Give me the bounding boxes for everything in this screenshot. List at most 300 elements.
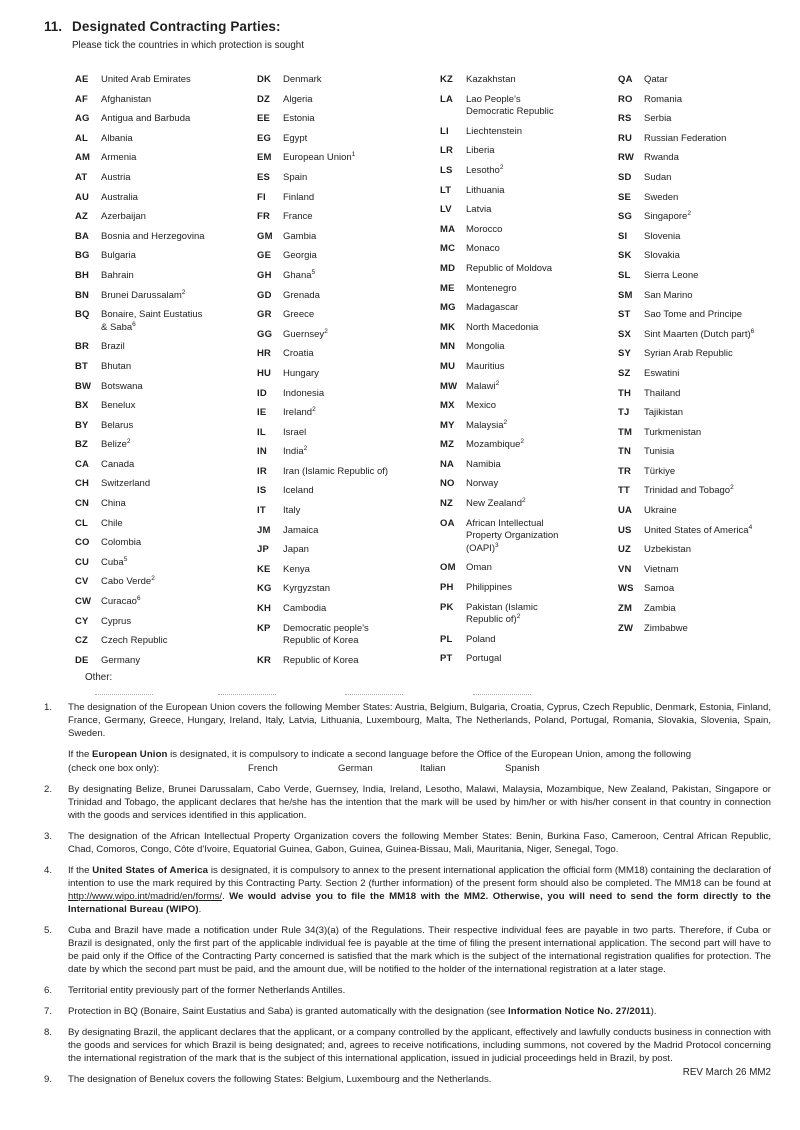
country-column-1 [75, 74, 247, 674]
country-name: Cabo Verde$^2$ [101, 575, 155, 588]
footnote-number: 3. [44, 831, 53, 842]
country-entry-BY[interactable] [75, 420, 247, 433]
footnote-reference: 2 [303, 445, 308, 453]
country-entry-AZ[interactable] [75, 211, 247, 224]
country-entry-GM[interactable] [257, 231, 431, 244]
country-entry-WS[interactable] [618, 583, 790, 596]
footnote-reference: 5 [123, 555, 128, 563]
country-entry-KR[interactable] [257, 655, 431, 668]
country-entry-GR[interactable] [257, 309, 431, 322]
country-name: Grenada [283, 289, 320, 301]
country-entry-MA[interactable] [440, 224, 606, 237]
country-name: Turkmenistan [644, 426, 702, 438]
country-entry-DE[interactable] [75, 655, 247, 668]
country-code: PL [440, 633, 453, 645]
country-code: ZW [618, 622, 634, 634]
country-code: MK [440, 321, 456, 333]
country-entry-OA[interactable] [440, 518, 606, 556]
country-name: Poland [466, 633, 496, 645]
country-code: BZ [75, 439, 89, 451]
country-entry-CL[interactable] [75, 518, 247, 531]
country-name: Malawi$^2$ [466, 379, 500, 392]
country-entry-TM[interactable] [618, 427, 790, 440]
page-subtitle: Please tick the countries in which protection is sought [72, 40, 304, 51]
country-code: NA [440, 458, 455, 470]
country-code: RW [618, 152, 635, 164]
country-name: Russian Federation [644, 132, 727, 144]
other-write-in-row [0, 686, 800, 698]
country-name: Chile [101, 517, 123, 529]
country-entry-KG[interactable] [257, 583, 431, 596]
country-entry-SL[interactable] [618, 270, 790, 283]
country-code: AG [75, 113, 90, 125]
country-entry-AU[interactable] [75, 192, 247, 205]
country-code: MW [440, 380, 458, 392]
country-name: San Marino [644, 289, 693, 301]
country-code: LA [440, 93, 454, 105]
country-name: Israel [283, 426, 307, 438]
country-code: LT [440, 184, 452, 196]
footnote-text: By designating Brazil, the applicant declares that the applicant, or a company controlled by the applicant, effectively and lawfully conducts business in connection with the goods and services for which Brazil is being designated; and, agrees to receive notifications, including summons, not covered by the Madrid Protocol concerning the international registration of the mark that is the subject of this international application, issued in judicial proceedings held in Brazil, by post. [68, 1027, 771, 1064]
country-entry-AG[interactable] [75, 113, 247, 126]
country-entry-KZ[interactable] [440, 74, 606, 87]
footnote-number: 5. [44, 925, 53, 936]
country-entry-IS[interactable] [257, 485, 431, 498]
country-entry-KE[interactable] [257, 564, 431, 577]
footnote-reference: 2 [503, 418, 508, 426]
country-entry-RU[interactable] [618, 133, 790, 146]
country-code: SY [618, 348, 632, 360]
country-code: BT [75, 360, 89, 372]
country-name: Armenia [101, 152, 137, 164]
country-entry-TR[interactable] [618, 466, 790, 479]
country-entry-CZ[interactable] [75, 635, 247, 648]
country-name: Albania [101, 132, 133, 144]
country-code: EE [257, 113, 271, 125]
country-code: ES [257, 171, 271, 183]
country-entry-IT[interactable] [257, 505, 431, 518]
country-entry-SG[interactable] [618, 211, 790, 224]
country-entry-SM[interactable] [618, 290, 790, 303]
country-name: Monaco [466, 243, 500, 255]
country-code: GE [257, 250, 272, 262]
country-entry-ID[interactable] [257, 388, 431, 401]
country-entry-AE[interactable] [75, 74, 247, 87]
country-entry-TH[interactable] [618, 388, 790, 401]
country-entry-CO[interactable] [75, 537, 247, 550]
country-name: Botswana [101, 380, 143, 392]
country-code: KE [257, 563, 271, 575]
language-option-french[interactable]: French [248, 763, 278, 774]
section-number: 11. [44, 19, 63, 34]
country-entry-BT[interactable] [75, 361, 247, 374]
country-name: Cambodia [283, 603, 327, 615]
country-name: Sweden [644, 191, 679, 203]
country-code: OA [440, 517, 455, 529]
country-code: AF [75, 93, 89, 105]
country-name: Afghanistan [101, 93, 152, 105]
country-entry-BG[interactable] [75, 250, 247, 263]
footnote-reference: 2 [312, 406, 316, 414]
country-code: SM [618, 289, 633, 301]
country-code: ZM [618, 603, 633, 615]
country-entry-FR[interactable] [257, 211, 431, 224]
country-code: PH [440, 582, 454, 594]
country-name: Republic of Moldova [466, 262, 553, 274]
country-name: Oman [466, 562, 492, 574]
footnote-text: Protection in BQ (Bonaire, Saint Eustatius and Saba) is granted automatically with the designation (see Information Notice No. 27/2011). [68, 1006, 657, 1017]
country-entry-LR[interactable] [440, 145, 606, 158]
footnote-reference: 2 [687, 210, 691, 218]
country-code: BQ [75, 309, 90, 321]
country-entry-SE[interactable] [618, 192, 790, 205]
country-entry-AT[interactable] [75, 172, 247, 185]
country-code: GH [257, 269, 272, 281]
footnote-reference: 2 [324, 327, 328, 335]
country-entry-BN[interactable] [75, 290, 247, 303]
country-code: DK [257, 74, 272, 85]
country-entry-SZ[interactable] [618, 368, 790, 381]
country-name: Belarus [101, 419, 134, 431]
footnote-text: Territorial entity previously part of the former Netherlands Antilles. [68, 985, 346, 996]
country-entry-TT[interactable] [618, 485, 790, 498]
country-entry-TN[interactable] [618, 446, 790, 459]
country-code: MG [440, 302, 456, 314]
country-entry-US[interactable] [618, 525, 790, 538]
country-code: MZ [440, 439, 455, 451]
country-entry-RW[interactable] [618, 152, 790, 165]
country-entry-AL[interactable] [75, 133, 247, 146]
other-write-in-line[interactable] [473, 694, 531, 695]
country-entry-LA[interactable] [440, 94, 606, 119]
footnote-reference: 3 [495, 541, 499, 549]
country-entry-PH[interactable] [440, 582, 606, 595]
country-code: CY [75, 615, 89, 627]
country-code: BY [75, 419, 89, 431]
country-entry-MX[interactable] [440, 400, 606, 413]
country-name: Ghana$^5$ [283, 268, 316, 281]
country-code: KP [257, 622, 271, 634]
country-name: Switzerland [101, 478, 151, 490]
country-name: Syrian Arab Republic [644, 348, 733, 360]
country-entry-DK[interactable] [257, 74, 431, 87]
other-write-in-line[interactable] [95, 694, 153, 695]
country-code: WS [618, 583, 634, 595]
footnote-text: By designating Belize, Brunei Darussalam, Cabo Verde, Guernsey, India, Ireland, Lesotho, Malawi, Malaysia, Mozambique, New Zealand, Pakistan, Singapore or Trinidad and Tobago, the applicant declares that he/she has the intention that the mark will be used by him/her or with his/her consent in that country in connection with the goods and services identified in this application. [68, 784, 771, 821]
country-name: Eswatini [644, 367, 680, 379]
footnote-7 [44, 1005, 771, 1018]
country-code: TJ [618, 407, 630, 419]
country-name: Brazil [101, 341, 125, 353]
country-name: Belize$^2$ [101, 438, 131, 451]
country-entry-QA[interactable] [618, 74, 790, 87]
country-entry-LV[interactable] [440, 204, 606, 217]
country-name: Serbia [644, 113, 672, 125]
language-option-german[interactable]: German [338, 763, 373, 774]
footnote-text: The designation of the European Union covers the following Member States: Austria, Belgium, Bulgaria, Croatia, Cyprus, Czech Republic, Denmark, Estonia, Finland, France, Germany, Greece, Hungary, Ireland, Italy, Latvia, Lithuania, Luxembourg, Malta, The Netherlands, Poland, Portugal, Romania, Slovakia, Slovenia, Spain, Sweden. If the European Union is designated, it is compulsory to indicate a second language before the Office of the European Union, among the following (check one box only): French German Italian Spanish [68, 702, 771, 774]
country-entry-OM[interactable] [440, 562, 606, 575]
country-name: Ukraine [644, 505, 677, 517]
country-code: SX [618, 328, 632, 340]
country-entry-LI[interactable] [440, 126, 606, 139]
footnote-8 [44, 1026, 771, 1065]
country-name: Pakistan (Islamic Republic of)$^2$ [466, 601, 538, 626]
country-entry-AF[interactable] [75, 94, 247, 107]
country-code: PT [440, 653, 453, 665]
country-entry-IL[interactable] [257, 427, 431, 440]
country-code: CZ [75, 635, 89, 647]
country-entry-CU[interactable] [75, 557, 247, 570]
country-code: GR [257, 309, 272, 321]
country-entry-GE[interactable] [257, 250, 431, 263]
country-entry-CW[interactable] [75, 596, 247, 609]
footnote-reference: 6 [750, 327, 755, 335]
country-entry-BR[interactable] [75, 341, 247, 354]
country-code: PK [440, 601, 454, 613]
country-code: SL [618, 269, 631, 281]
country-entry-ME[interactable] [440, 283, 606, 296]
country-name: Sao Tome and Principe [644, 309, 743, 321]
country-entry-KH[interactable] [257, 603, 431, 616]
country-entry-ES[interactable] [257, 172, 431, 185]
country-name: Zambia [644, 603, 676, 615]
footnote-reference: 2 [126, 438, 131, 446]
country-entry-GD[interactable] [257, 290, 431, 303]
country-entry-BX[interactable] [75, 400, 247, 413]
country-entry-UZ[interactable] [618, 544, 790, 557]
page-title: Designated Contracting Parties: [72, 19, 281, 34]
country-entry-JM[interactable] [257, 525, 431, 538]
country-code: KR [257, 654, 272, 666]
other-write-in-line[interactable] [345, 694, 403, 695]
country-code: OM [440, 562, 456, 574]
country-code: FR [257, 211, 271, 223]
country-code: KH [257, 603, 272, 615]
country-code: LS [440, 164, 453, 176]
country-entry-SK[interactable] [618, 250, 790, 263]
country-entry-MN[interactable] [440, 341, 606, 354]
country-code: BX [75, 400, 89, 412]
country-entry-UA[interactable] [618, 505, 790, 518]
country-entry-RO[interactable] [618, 94, 790, 107]
country-entry-BW[interactable] [75, 381, 247, 394]
country-entry-NO[interactable] [440, 478, 606, 491]
country-entry-TJ[interactable] [618, 407, 790, 420]
country-name: Trinidad and Tobago$^2$ [644, 484, 734, 497]
country-name: Thailand [644, 387, 681, 399]
country-entry-MU[interactable] [440, 361, 606, 374]
country-code: IT [257, 505, 266, 517]
country-code: MN [440, 341, 456, 353]
country-entry-CH[interactable] [75, 478, 247, 491]
country-entry-SI[interactable] [618, 231, 790, 244]
country-code: MA [440, 223, 456, 235]
country-code: TR [618, 465, 632, 477]
country-entry-BA[interactable] [75, 231, 247, 244]
country-code: BG [75, 250, 90, 262]
country-entry-MG[interactable] [440, 302, 606, 315]
language-option-italian[interactable]: Italian [420, 763, 446, 774]
country-name: Italy [283, 505, 301, 517]
country-entry-PT[interactable] [440, 653, 606, 666]
country-entry-SD[interactable] [618, 172, 790, 185]
country-code: JM [257, 524, 271, 536]
country-code: EM [257, 152, 272, 164]
country-entry-LT[interactable] [440, 185, 606, 198]
country-name: Slovenia [644, 230, 681, 242]
country-entry-PL[interactable] [440, 634, 606, 647]
country-name: Qatar [644, 74, 668, 85]
country-name: Slovakia [644, 250, 680, 262]
check-one-box-label: (check one box only): [68, 763, 160, 774]
country-name: Zimbabwe [644, 622, 688, 634]
country-code: RU [618, 132, 633, 144]
country-entry-FI[interactable] [257, 192, 431, 205]
country-entry-GH[interactable] [257, 270, 431, 283]
country-entry-JP[interactable] [257, 544, 431, 557]
country-entry-SX[interactable] [618, 329, 790, 342]
country-entry-MD[interactable] [440, 263, 606, 276]
footnote-1 [44, 701, 771, 775]
country-entry-BZ[interactable] [75, 439, 247, 452]
country-entry-DZ[interactable] [257, 94, 431, 107]
country-code: DE [75, 654, 89, 666]
country-name: Vietnam [644, 563, 679, 575]
country-entry-PK[interactable] [440, 602, 606, 627]
country-entry-GG[interactable] [257, 329, 431, 342]
country-name: Colombia [101, 537, 142, 549]
country-name: Sierra Leone [644, 269, 699, 281]
country-entry-CY[interactable] [75, 616, 247, 629]
country-name: Georgia [283, 250, 317, 262]
language-option-spanish[interactable]: Spanish [505, 763, 540, 774]
country-name: Lao People's Democratic Republic [466, 93, 554, 118]
footnote-number: 2. [44, 784, 53, 795]
country-name: Austria [101, 171, 131, 183]
country-entry-HR[interactable] [257, 348, 431, 361]
country-entry-MZ[interactable] [440, 439, 606, 452]
footnote-number: 1. [44, 702, 53, 713]
country-entry-MY[interactable] [440, 420, 606, 433]
country-entry-ZM[interactable] [618, 603, 790, 616]
footnote-number: 6. [44, 985, 53, 996]
country-name: Iran (Islamic Republic of) [283, 465, 389, 477]
country-name: Antigua and Barbuda [101, 113, 191, 125]
country-name: Bonaire, Saint Eustatius & Saba$^6$ [101, 309, 203, 333]
country-entry-ZW[interactable] [618, 623, 790, 636]
footnote-reference: 2 [499, 163, 504, 171]
country-name: Benelux [101, 400, 136, 412]
country-entry-ST[interactable] [618, 309, 790, 322]
country-name: Samoa [644, 583, 675, 595]
country-name: Norway [466, 478, 499, 490]
country-code: SG [618, 211, 633, 223]
country-entry-AM[interactable] [75, 152, 247, 165]
wipo-forms-link[interactable]: http://www.wipo.int/madrid/en/forms/ [68, 891, 223, 902]
country-entry-EG[interactable] [257, 133, 431, 146]
country-name: Montenegro [466, 282, 517, 294]
country-code: HR [257, 348, 272, 360]
country-name: Bhutan [101, 360, 132, 372]
country-entry-SY[interactable] [618, 348, 790, 361]
country-code: BH [75, 269, 90, 281]
country-entry-KP[interactable] [257, 623, 431, 648]
country-name: Denmark [283, 74, 322, 85]
country-name: Mongolia [466, 341, 505, 353]
country-entry-IN[interactable] [257, 446, 431, 459]
country-name: Croatia [283, 348, 314, 360]
country-name: Bulgaria [101, 250, 136, 262]
country-entry-BH[interactable] [75, 270, 247, 283]
country-name: India$^2$ [283, 445, 308, 458]
footnote-reference: 6 [132, 320, 136, 328]
country-entry-IE[interactable] [257, 407, 431, 420]
country-code: MU [440, 360, 456, 372]
country-name: Democratic people's Republic of Korea [283, 622, 369, 647]
country-entry-NZ[interactable] [440, 498, 606, 511]
country-entry-BQ[interactable] [75, 309, 247, 334]
country-entry-EM[interactable] [257, 152, 431, 165]
other-write-in-line[interactable] [218, 694, 276, 695]
country-name: Kenya [283, 563, 310, 575]
country-code: MD [440, 262, 456, 274]
country-name: Mozambique$^2$ [466, 438, 525, 451]
footnote-text: The designation of Benelux covers the following States: Belgium, Luxembourg and the Netherlands. REV March 26 MM2 [68, 1067, 771, 1085]
country-name: Cyprus [101, 615, 132, 627]
footnote-reference: 6 [136, 595, 141, 603]
country-entry-EE[interactable] [257, 113, 431, 126]
country-code: JP [257, 544, 270, 556]
footnote-number: 8. [44, 1027, 53, 1038]
country-name: Malaysia$^2$ [466, 418, 508, 431]
country-entry-MW[interactable] [440, 381, 606, 394]
country-name: Jamaica [283, 524, 319, 536]
country-entry-HU[interactable] [257, 368, 431, 381]
country-entry-CN[interactable] [75, 498, 247, 511]
country-name: Republic of Korea [283, 654, 359, 666]
country-entry-RS[interactable] [618, 113, 790, 126]
country-code: CV [75, 576, 89, 588]
country-name: Germany [101, 654, 141, 666]
country-entry-CA[interactable] [75, 459, 247, 472]
country-entry-MK[interactable] [440, 322, 606, 335]
country-code: SE [618, 191, 632, 203]
country-code: BA [75, 230, 90, 242]
country-entry-LS[interactable] [440, 165, 606, 178]
country-name: Hungary [283, 367, 319, 379]
country-entry-MC[interactable] [440, 243, 606, 256]
country-code: AL [75, 132, 89, 144]
country-name: Guernsey$^2$ [283, 327, 328, 340]
footnote-reference: 4 [748, 523, 753, 531]
country-entry-CV[interactable] [75, 576, 247, 589]
country-name: Namibia [466, 458, 501, 470]
country-code: IE [257, 407, 267, 419]
country-name: Japan [283, 544, 309, 556]
revision-label: REV March 26 MM2 [682, 1067, 771, 1078]
country-code: QA [618, 74, 633, 85]
country-entry-NA[interactable] [440, 459, 606, 472]
country-name: Philippines [466, 582, 512, 594]
country-code: MX [440, 400, 455, 412]
country-entry-VN[interactable] [618, 564, 790, 577]
country-entry-IR[interactable] [257, 466, 431, 479]
country-code: AE [75, 74, 89, 85]
country-column-3 [440, 74, 606, 673]
country-code: SI [618, 230, 628, 242]
country-code: DZ [257, 93, 271, 105]
footnote-reference: 2 [151, 575, 155, 583]
